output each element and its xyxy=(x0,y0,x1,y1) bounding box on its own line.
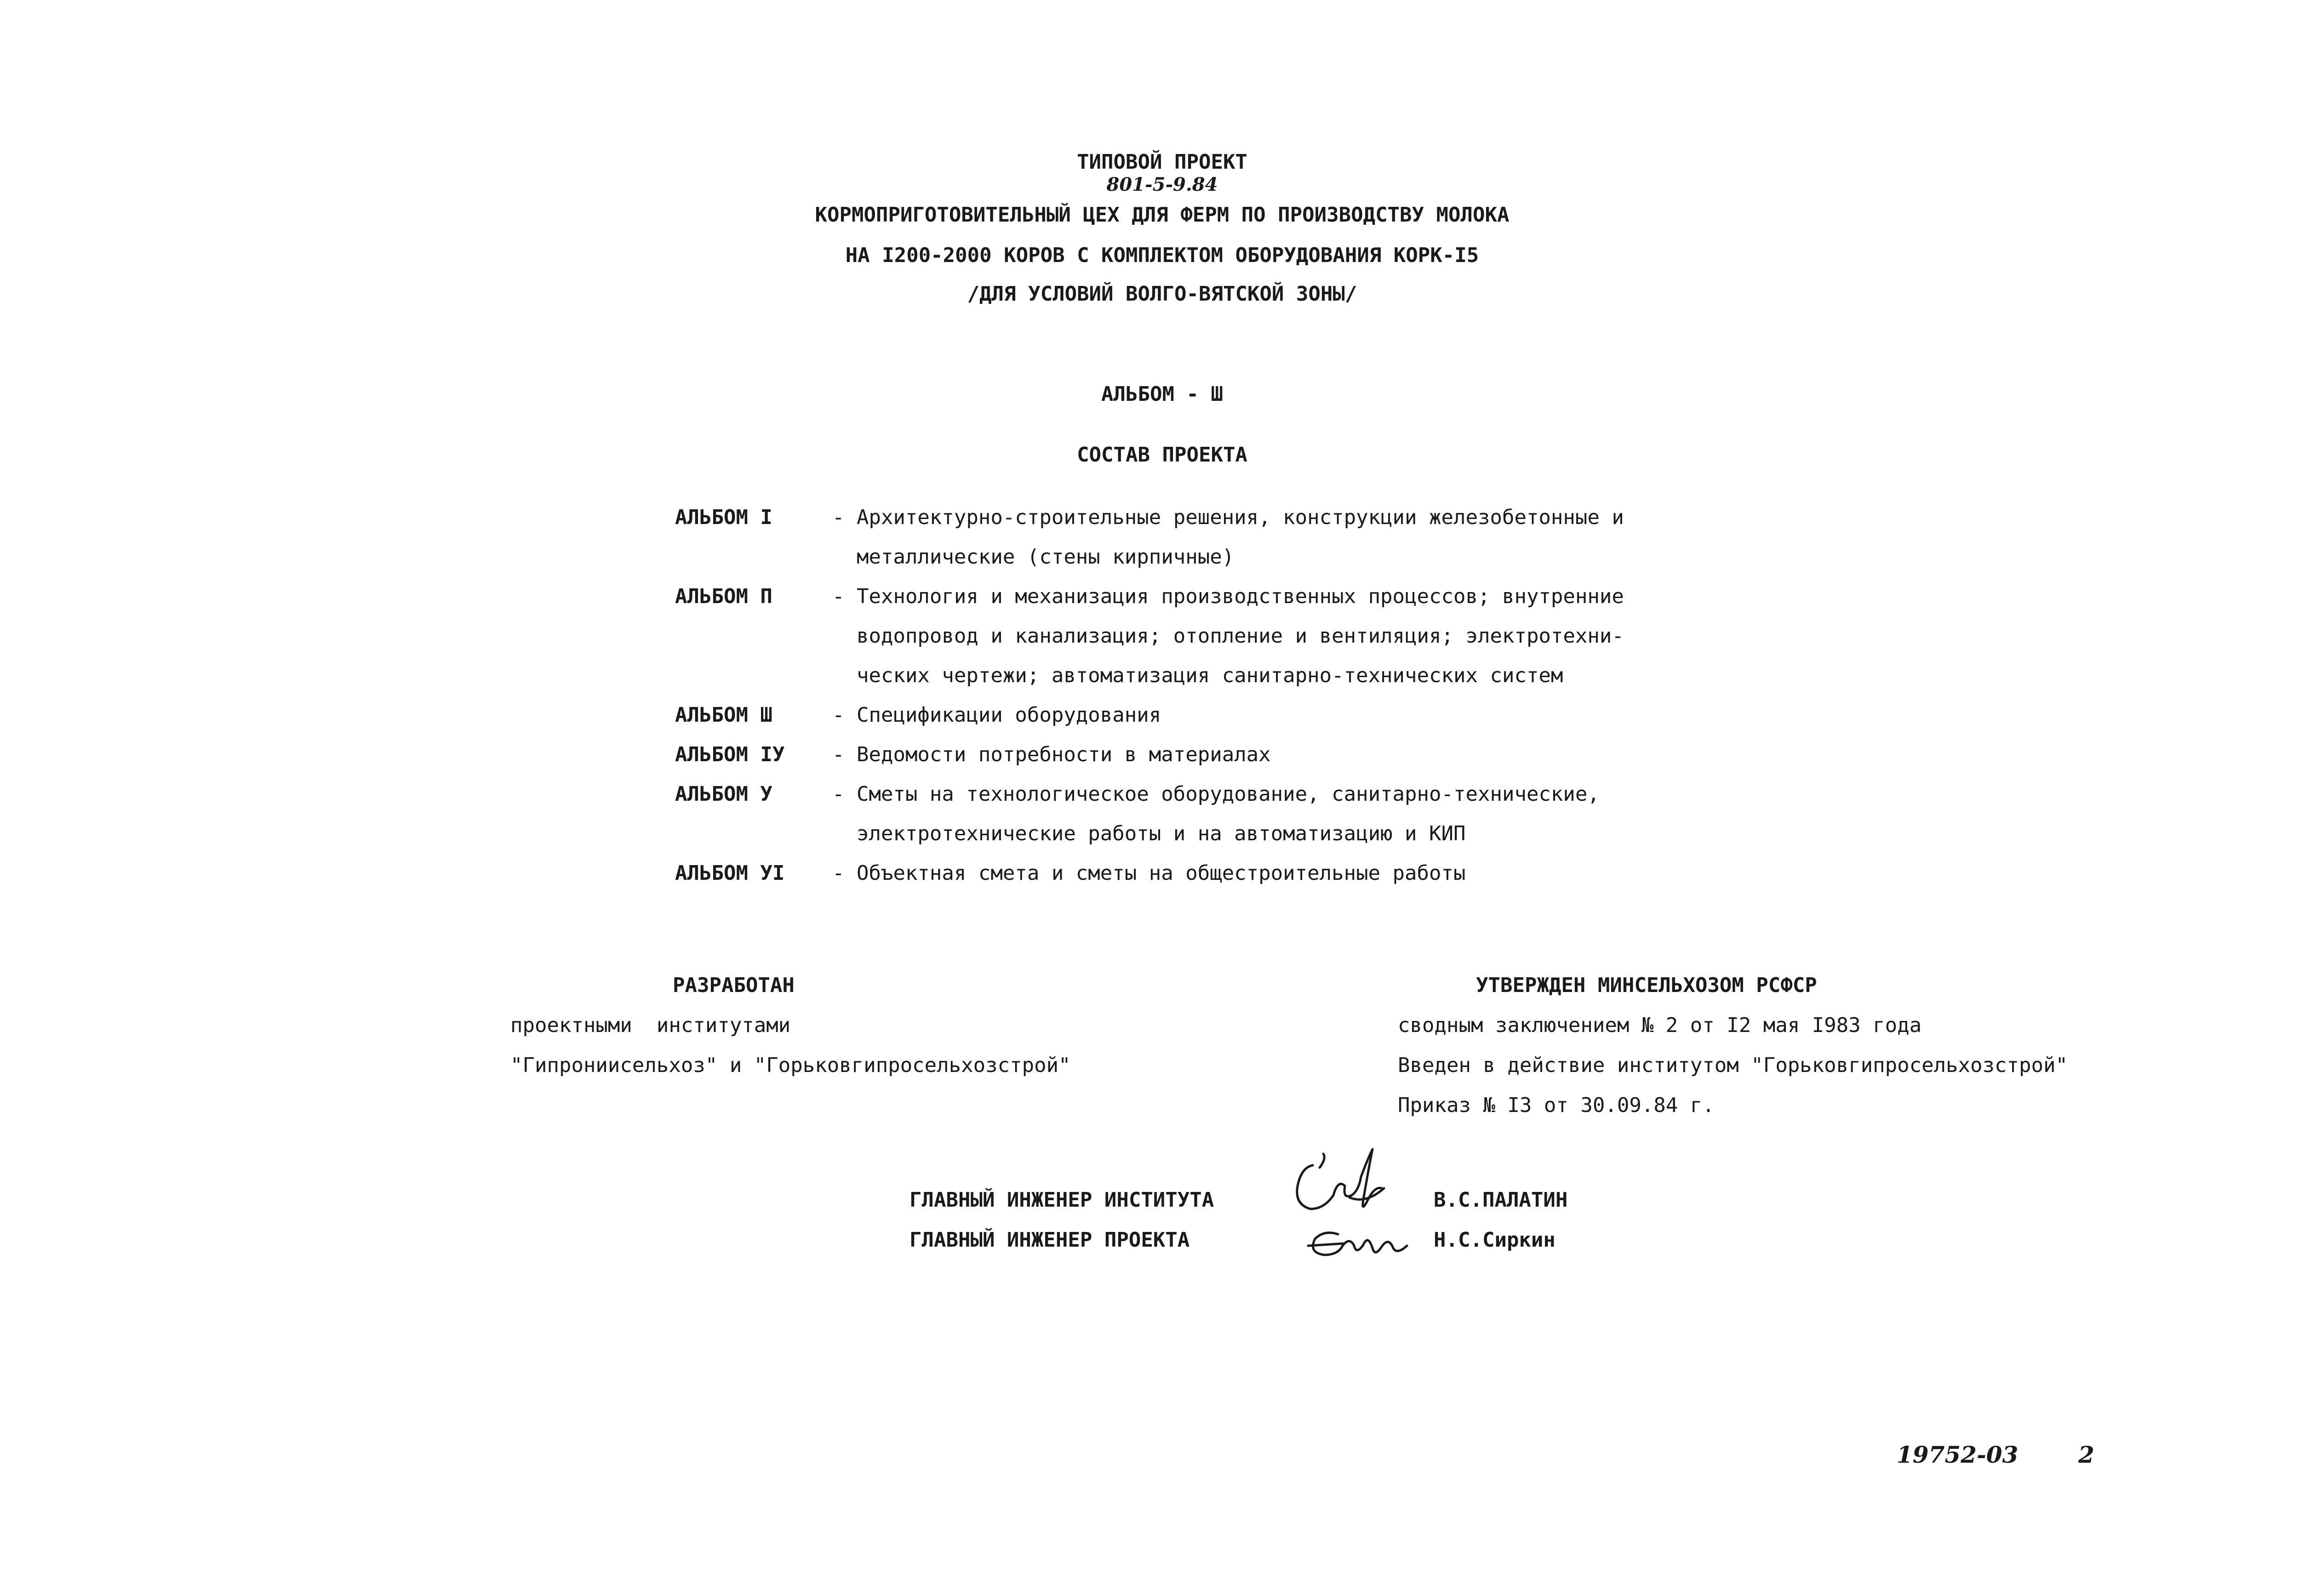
volume-description-line: - Архитектурно-строительные решения, конструкции железобетонные и xyxy=(832,506,1624,529)
developed-title: РАЗРАБОТАН xyxy=(673,974,795,997)
composition-heading: СОСТАВ ПРОЕКТА xyxy=(1077,443,1247,467)
volume-label: АЛЬБОМ У xyxy=(675,782,772,806)
volume-description xyxy=(832,735,1706,775)
album-heading: АЛЬБОМ - Ш xyxy=(1101,382,1223,406)
volume-description-line: водопровод и канализация; отопление и вентиляция; электротехни- xyxy=(832,624,1624,648)
volume-description xyxy=(832,695,1706,735)
signature-name: Н.С.Сиркин xyxy=(1434,1228,1556,1252)
signature-position: ГЛАВНЫЙ ИНЖЕНЕР ПРОЕКТА xyxy=(909,1228,1190,1252)
volume-label: АЛЬБОМ I xyxy=(675,506,772,529)
volume-label: АЛЬБОМ Ш xyxy=(675,703,772,727)
project-type-label: ТИПОВОЙ ПРОЕКТ xyxy=(1077,150,1247,174)
volume-description xyxy=(832,854,1706,893)
volume-description-line: электротехнические работы и на автоматизацию и КИП xyxy=(832,822,1466,845)
handwritten-signature xyxy=(1269,1140,1421,1292)
volume-description xyxy=(832,498,1706,577)
approved-line-1: сводным заключением № 2 от I2 мая I983 года xyxy=(1398,1014,1922,1037)
volume-description xyxy=(832,577,1706,695)
project-number: 801-5-9.84 xyxy=(1106,174,1218,195)
project-title-line-2: НА I200-2000 КОРОВ С КОМПЛЕКТОМ ОБОРУДОВАНИЯ КОРК-I5 xyxy=(845,244,1479,267)
volume-description-line: - Сметы на технологическое оборудование, санитарно-технические, xyxy=(832,782,1600,806)
volume-description-line: - Спецификации оборудования xyxy=(832,703,1161,727)
volume-description-line: - Технология и механизация производственных процессов; внутренние xyxy=(832,585,1624,608)
signature-name: В.С.ПАЛАТИН xyxy=(1434,1188,1568,1212)
volume-label: АЛЬБОМ УI xyxy=(675,861,785,885)
project-title-line-3: /ДЛЯ УСЛОВИЙ ВОЛГО-ВЯТСКОЙ ЗОНЫ/ xyxy=(967,282,1357,306)
approved-line-2: Введен в действие институтом "Горьковгипросельхозстрой" xyxy=(1398,1054,2068,1077)
project-title-line-1: КОРМОПРИГОТОВИТЕЛЬНЫЙ ЦЕХ ДЛЯ ФЕРМ ПО ПРОИЗВОДСТВУ МОЛОКА xyxy=(815,203,1510,227)
volume-description-line: металлические (стены кирпичные) xyxy=(832,545,1235,569)
volume-description-line: - Ведомости потребности в материалах xyxy=(832,743,1271,766)
signature-position: ГЛАВНЫЙ ИНЖЕНЕР ИНСТИТУТА xyxy=(909,1188,1214,1212)
developed-line-2: "Гипрониисельхоз" и "Горьковгипросельхозстрой" xyxy=(510,1054,1071,1077)
approved-title: УТВЕРЖДЕН МИНСЕЛЬХОЗОМ РСФСР xyxy=(1476,974,1817,997)
volume-description-line: - Объектная смета и сметы на общестроительные работы xyxy=(832,861,1466,885)
volume-label: АЛЬБОМ IУ xyxy=(675,743,785,766)
approved-line-3: Приказ № I3 от 30.09.84 г. xyxy=(1398,1094,1715,1117)
volume-description-line: ческих чертежи; автоматизация санитарно-технических систем xyxy=(832,664,1563,687)
volume-description xyxy=(832,775,1706,854)
document-code: 19752-03 xyxy=(1897,1441,2019,1468)
developed-line-1: проектными институтами xyxy=(510,1014,791,1037)
page-number: 2 xyxy=(2078,1441,2094,1468)
volume-label: АЛЬБОМ П xyxy=(675,585,772,608)
